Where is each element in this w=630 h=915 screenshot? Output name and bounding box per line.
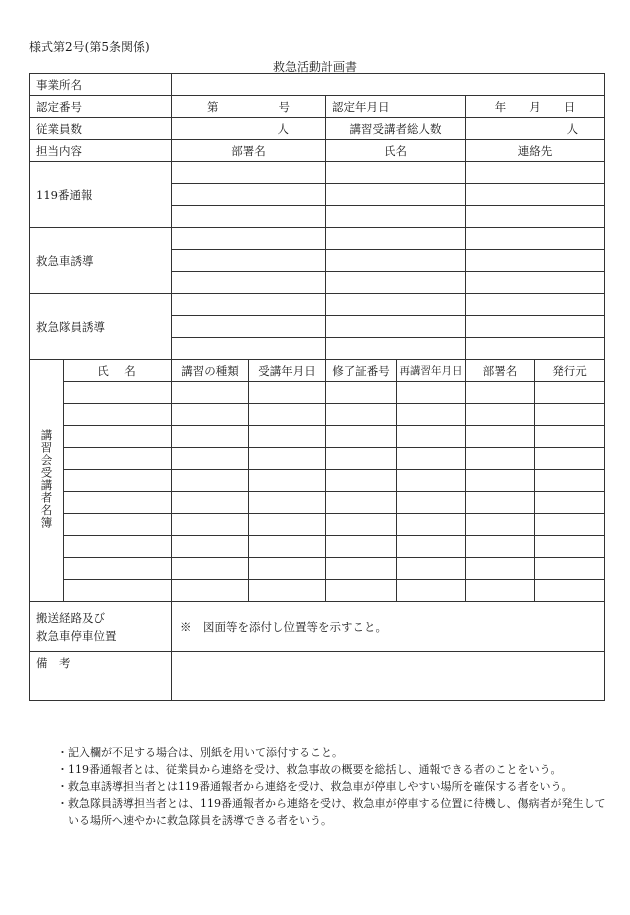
roster-cell[interactable]: [466, 536, 535, 558]
roster-cell[interactable]: [535, 514, 605, 536]
employees-field[interactable]: [172, 118, 326, 140]
transport-label-line1: 搬送経路及び: [36, 610, 105, 625]
duty-header-row: [30, 140, 605, 162]
duty-team-label: 救急隊員誘導: [30, 294, 172, 360]
roster-cell[interactable]: [326, 536, 397, 558]
duty-119-department-field[interactable]: [172, 184, 326, 206]
trainees-field[interactable]: [466, 118, 605, 140]
roster-cell[interactable]: [466, 470, 535, 492]
roster-cell[interactable]: [397, 470, 466, 492]
duty-ambulance-department-field[interactable]: [172, 228, 326, 250]
table-row: [30, 492, 605, 514]
roster-cell[interactable]: [172, 492, 249, 514]
roster-cell[interactable]: [64, 470, 172, 492]
roster-cell[interactable]: [397, 580, 466, 602]
roster-cell[interactable]: [249, 404, 326, 426]
cert-row: [30, 96, 605, 118]
remarks-row: [30, 652, 605, 701]
roster-cell[interactable]: [172, 514, 249, 536]
roster-col-5: 部署名: [466, 360, 535, 382]
roster-cell[interactable]: [172, 404, 249, 426]
roster-cell[interactable]: [535, 492, 605, 514]
roster-cell[interactable]: [397, 536, 466, 558]
col-name: 氏名: [326, 140, 466, 162]
roster-cell[interactable]: [466, 404, 535, 426]
duty-ambulance-row: [30, 228, 605, 250]
notes-section: [57, 744, 612, 829]
col-department: 部署名: [172, 140, 326, 162]
table-row: [30, 536, 605, 558]
roster-cell[interactable]: [172, 558, 249, 580]
roster-cell[interactable]: [326, 448, 397, 470]
duty-team-name-field[interactable]: [326, 294, 466, 316]
trainees-label: 講習受講者総人数: [326, 118, 466, 140]
roster-cell[interactable]: [466, 558, 535, 580]
roster-cell[interactable]: [64, 536, 172, 558]
duty-team-department-field[interactable]: [172, 294, 326, 316]
remarks-field[interactable]: [172, 652, 605, 701]
duty-ambulance-contact-field[interactable]: [466, 228, 605, 250]
roster-cell[interactable]: [397, 426, 466, 448]
roster-col-3: 修了証番号: [326, 360, 397, 382]
roster-cell[interactable]: [326, 470, 397, 492]
note-item: ・救急車誘導担当者とは119番通報者から連絡を受け、救急車が停車しやすい場所を確保する者をいう。: [57, 780, 573, 793]
roster-cell[interactable]: [326, 558, 397, 580]
roster-cell[interactable]: [249, 514, 326, 536]
cert-no-label: 認定番号: [30, 96, 172, 118]
cert-no-prefix: 第: [207, 99, 219, 114]
employees-unit: 人: [277, 121, 289, 136]
duty-119-department-field[interactable]: [172, 162, 326, 184]
roster-cell[interactable]: [249, 448, 326, 470]
roster-cell[interactable]: [172, 470, 249, 492]
duty-ambulance-department-field[interactable]: [172, 250, 326, 272]
duty-team-row: [30, 294, 605, 316]
cert-no-suffix: 号: [278, 99, 290, 114]
roster-cell[interactable]: [172, 426, 249, 448]
roster-cell[interactable]: [64, 514, 172, 536]
duty-119-row: [30, 162, 605, 184]
duty-team-name-field[interactable]: [326, 316, 466, 338]
transport-row: [30, 602, 605, 652]
transport-label: [30, 602, 172, 652]
roster-cell[interactable]: [397, 492, 466, 514]
table-row: [30, 448, 605, 470]
roster-cell[interactable]: [535, 536, 605, 558]
duty-team-department-field[interactable]: [172, 316, 326, 338]
roster-cell[interactable]: [64, 558, 172, 580]
roster-cell[interactable]: [397, 514, 466, 536]
duty-label: 担当内容: [30, 140, 172, 162]
form-number: 様式第2号(第5条関係): [29, 40, 150, 54]
roster-header-row: [30, 360, 605, 382]
transport-label-line2: 救急車停車位置: [36, 628, 117, 643]
roster-col-2: 受講年月日: [249, 360, 326, 382]
remarks-label: 備 考: [30, 652, 172, 701]
roster-cell[interactable]: [397, 558, 466, 580]
roster-cell[interactable]: [326, 426, 397, 448]
office-name-field[interactable]: [172, 74, 605, 96]
roster-cell[interactable]: [249, 492, 326, 514]
roster-cell[interactable]: [535, 470, 605, 492]
roster-cell[interactable]: [397, 448, 466, 470]
roster-cell[interactable]: [397, 382, 466, 404]
roster-cell[interactable]: [326, 580, 397, 602]
roster-cell[interactable]: [326, 514, 397, 536]
duty-team-name-field[interactable]: [326, 338, 466, 360]
roster-cell[interactable]: [249, 580, 326, 602]
duty-team-contact-field[interactable]: [466, 338, 605, 360]
table-row: [30, 580, 605, 602]
duty-ambulance-name-field[interactable]: [326, 250, 466, 272]
page-title: 救急活動計画書: [272, 60, 357, 74]
cert-date-label: 認定年月日: [326, 96, 466, 118]
roster-cell[interactable]: [535, 580, 605, 602]
duty-119-contact-field[interactable]: [466, 184, 605, 206]
table-row: [30, 514, 605, 536]
duty-119-name-field[interactable]: [326, 206, 466, 228]
roster-cell[interactable]: [64, 382, 172, 404]
duty-119-label: 119番通報: [30, 162, 172, 228]
roster-cell[interactable]: [172, 382, 249, 404]
roster-cell[interactable]: [466, 448, 535, 470]
roster-cell[interactable]: [466, 382, 535, 404]
office-name-label: 事業所名: [30, 74, 172, 96]
duty-119-department-field[interactable]: [172, 206, 326, 228]
duty-ambulance-contact-field[interactable]: [466, 250, 605, 272]
roster-cell[interactable]: [64, 492, 172, 514]
note-item: ・記入欄が不足する場合は、別紙を用いて添付すること。: [57, 746, 343, 759]
employees-row: [30, 118, 605, 140]
roster-cell[interactable]: [326, 404, 397, 426]
roster-cell[interactable]: [172, 580, 249, 602]
table-row: [30, 558, 605, 580]
roster-vertical-text: 講習会受講者名簿: [39, 429, 54, 529]
transport-field[interactable]: ※ 図面等を添付し位置等を示すこと。: [172, 602, 605, 652]
roster-col-0: 氏 名: [64, 360, 172, 382]
roster-cell[interactable]: [535, 448, 605, 470]
duty-119-name-field[interactable]: [326, 162, 466, 184]
roster-cell[interactable]: [535, 426, 605, 448]
trainees-unit: 人: [566, 121, 579, 136]
roster-cell[interactable]: [249, 426, 326, 448]
roster-col-1: 講習の種類: [172, 360, 249, 382]
roster-cell[interactable]: [535, 404, 605, 426]
roster-cell[interactable]: [249, 558, 326, 580]
roster-cell[interactable]: [249, 470, 326, 492]
roster-vertical-label: [30, 360, 64, 602]
roster-cell[interactable]: [535, 558, 605, 580]
duty-team-contact-field[interactable]: [466, 294, 605, 316]
roster-cell[interactable]: [64, 580, 172, 602]
duty-ambulance-department-field[interactable]: [172, 272, 326, 294]
cert-no-field[interactable]: [172, 96, 326, 118]
roster-cell[interactable]: [535, 382, 605, 404]
roster-col-4: 再講習年月日: [397, 360, 466, 382]
office-name-row: [30, 74, 605, 96]
duty-ambulance-contact-field[interactable]: [466, 272, 605, 294]
plan-form-table: [29, 73, 605, 701]
col-contact: 連絡先: [466, 140, 605, 162]
roster-cell[interactable]: [466, 580, 535, 602]
note-item: ・救急隊員誘導担当者とは、119番通報者から連絡を受け、救急車が停車する位置に待機し、傷病者が発生している場所へ速やかに救急隊員を誘導できる者をいう。: [57, 797, 606, 827]
roster-cell[interactable]: [249, 536, 326, 558]
duty-ambulance-label: 救急車誘導: [30, 228, 172, 294]
duty-team-department-field[interactable]: [172, 338, 326, 360]
roster-cell[interactable]: [64, 426, 172, 448]
roster-cell[interactable]: [466, 492, 535, 514]
roster-cell[interactable]: [249, 382, 326, 404]
table-row: [30, 426, 605, 448]
roster-col-6: 発行元: [535, 360, 605, 382]
roster-cell[interactable]: [326, 492, 397, 514]
roster-cell[interactable]: [64, 404, 172, 426]
table-row: [30, 470, 605, 492]
note-item: ・119番通報者とは、従業員から連絡を受け、救急事故の概要を総括し、通報できる者のことをいう。: [57, 763, 562, 776]
table-row: [30, 404, 605, 426]
roster-cell[interactable]: [172, 448, 249, 470]
duty-119-name-field[interactable]: [326, 184, 466, 206]
roster-cell[interactable]: [466, 514, 535, 536]
roster-cell[interactable]: [466, 426, 535, 448]
roster-cell[interactable]: [172, 536, 249, 558]
duty-119-contact-field[interactable]: [466, 206, 605, 228]
duty-ambulance-name-field[interactable]: [326, 228, 466, 250]
roster-cell[interactable]: [64, 448, 172, 470]
roster-cell[interactable]: [326, 382, 397, 404]
table-row: [30, 382, 605, 404]
employees-label: 従業員数: [30, 118, 172, 140]
duty-team-contact-field[interactable]: [466, 316, 605, 338]
duty-ambulance-name-field[interactable]: [326, 272, 466, 294]
roster-cell[interactable]: [397, 404, 466, 426]
cert-date-field[interactable]: 年 月 日: [466, 96, 605, 118]
duty-119-contact-field[interactable]: [466, 162, 605, 184]
